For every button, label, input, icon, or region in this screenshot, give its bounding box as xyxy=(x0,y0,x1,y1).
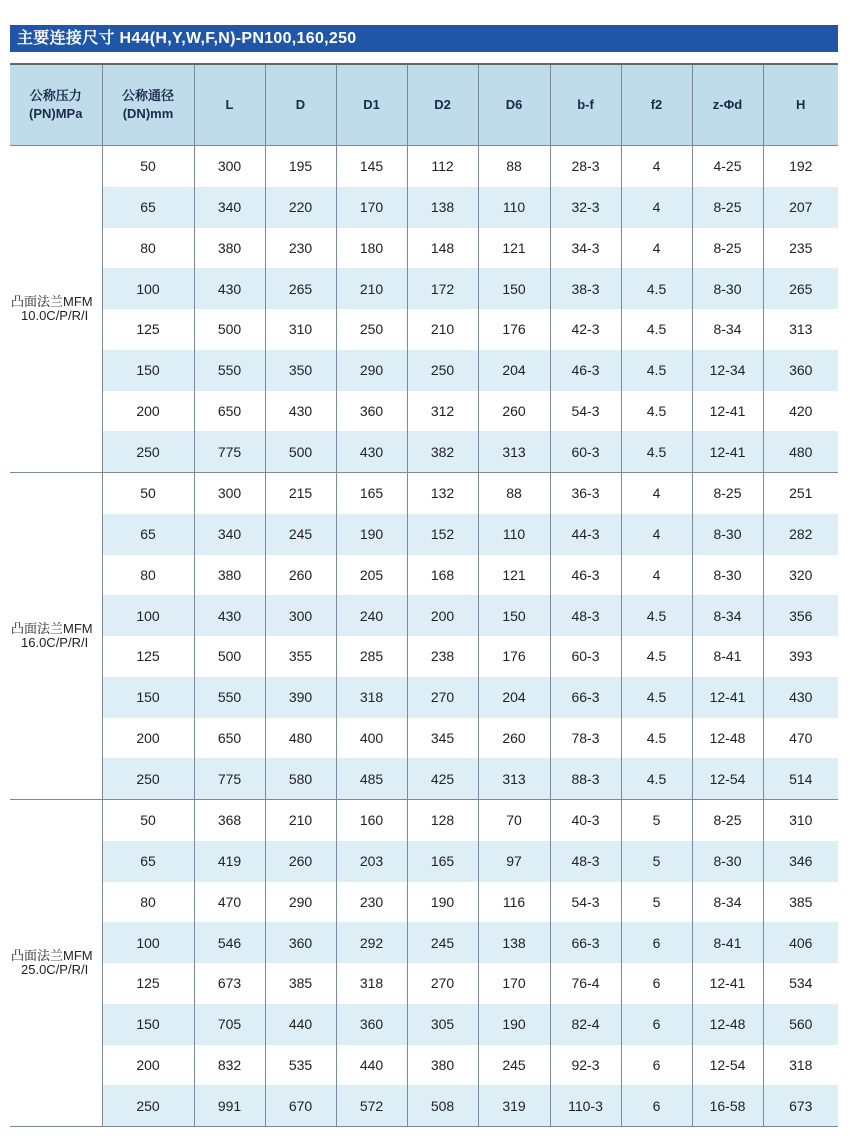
table-cell: 8-30 xyxy=(692,555,763,596)
table-cell: 380 xyxy=(194,555,265,596)
table-row xyxy=(10,350,838,391)
table-cell: 88 xyxy=(478,473,550,514)
table-cell: 70 xyxy=(478,800,550,841)
table-cell: 40-3 xyxy=(550,800,621,841)
table-row xyxy=(10,922,838,963)
table-cell: 406 xyxy=(763,922,838,963)
table-cell: 16-58 xyxy=(692,1085,763,1126)
table-cell: 138 xyxy=(407,187,478,228)
table-cell: 4.5 xyxy=(621,309,692,350)
table-cell: 310 xyxy=(265,309,336,350)
table-cell: 12-48 xyxy=(692,718,763,759)
table-cell: 318 xyxy=(763,1045,838,1086)
table-cell: 300 xyxy=(194,473,265,514)
table-cell: 260 xyxy=(265,555,336,596)
table-cell: 535 xyxy=(265,1045,336,1086)
table-cell: 8-30 xyxy=(692,841,763,882)
table-cell: 12-48 xyxy=(692,1004,763,1045)
table-cell: 8-34 xyxy=(692,309,763,350)
table-cell: 500 xyxy=(194,636,265,677)
table-cell: 215 xyxy=(265,473,336,514)
table-cell: 8-25 xyxy=(692,800,763,841)
table-row xyxy=(10,595,838,636)
table-cell: 480 xyxy=(265,718,336,759)
table-cell: 385 xyxy=(265,963,336,1004)
table-cell: 4.5 xyxy=(621,677,692,718)
table-cell: 430 xyxy=(336,431,407,472)
table-cell: 240 xyxy=(336,595,407,636)
table-cell: 6 xyxy=(621,922,692,963)
table-cell: 38-3 xyxy=(550,268,621,309)
table-cell: 282 xyxy=(763,514,838,555)
table-cell: 318 xyxy=(336,963,407,1004)
table-cell: 150 xyxy=(478,268,550,309)
table-cell: 485 xyxy=(336,758,407,799)
table-cell: 168 xyxy=(407,555,478,596)
header-cell: D2 xyxy=(407,64,478,146)
table-cell: 534 xyxy=(763,963,838,1004)
table-cell: 46-3 xyxy=(550,555,621,596)
table-cell: 80 xyxy=(102,228,194,269)
table-row xyxy=(10,431,838,472)
table-cell: 12-54 xyxy=(692,758,763,799)
table-cell: 292 xyxy=(336,922,407,963)
table-cell: 150 xyxy=(478,595,550,636)
table-cell: 121 xyxy=(478,228,550,269)
table-cell: 110 xyxy=(478,187,550,228)
table-cell: 4.5 xyxy=(621,758,692,799)
table-body xyxy=(10,146,838,1127)
table-row xyxy=(10,514,838,555)
table-cell: 480 xyxy=(763,431,838,472)
group-label-line: 凸面法兰MFM xyxy=(11,948,93,963)
table-cell: 190 xyxy=(336,514,407,555)
table-cell: 5 xyxy=(621,841,692,882)
table-cell: 580 xyxy=(265,758,336,799)
table-cell: 500 xyxy=(194,309,265,350)
table-cell: 290 xyxy=(265,882,336,923)
table-cell: 250 xyxy=(336,309,407,350)
table-cell: 470 xyxy=(763,718,838,759)
table-cell: 54-3 xyxy=(550,391,621,432)
table-row xyxy=(10,268,838,309)
table-cell: 128 xyxy=(407,800,478,841)
table-cell: 305 xyxy=(407,1004,478,1045)
pressure-group-label xyxy=(10,146,102,473)
table-cell: 340 xyxy=(194,187,265,228)
table-cell: 313 xyxy=(478,758,550,799)
table-cell: 265 xyxy=(265,268,336,309)
table-row xyxy=(10,391,838,432)
table-cell: 34-3 xyxy=(550,228,621,269)
table-cell: 420 xyxy=(763,391,838,432)
table-cell: 8-25 xyxy=(692,187,763,228)
table-cell: 670 xyxy=(265,1085,336,1126)
table-cell: 705 xyxy=(194,1004,265,1045)
table-cell: 46-3 xyxy=(550,350,621,391)
table-cell: 251 xyxy=(763,473,838,514)
table-cell: 4 xyxy=(621,514,692,555)
table-cell: 260 xyxy=(478,718,550,759)
header-line: 公称压力 xyxy=(29,88,82,103)
pressure-group-label xyxy=(10,473,102,800)
table-cell: 360 xyxy=(336,391,407,432)
header-row xyxy=(10,64,838,146)
table-cell: 8-25 xyxy=(692,228,763,269)
table-row xyxy=(10,800,838,841)
table-cell: 514 xyxy=(763,758,838,799)
group-label-line: 25.0C/P/R/I xyxy=(21,962,89,977)
table-cell: 6 xyxy=(621,963,692,1004)
table-cell: 110 xyxy=(478,514,550,555)
header-line: (DN)mm xyxy=(122,106,174,121)
table-cell: 60-3 xyxy=(550,636,621,677)
table-cell: 4 xyxy=(621,146,692,187)
table-cell: 250 xyxy=(102,431,194,472)
table-row xyxy=(10,1004,838,1045)
table-cell: 673 xyxy=(763,1085,838,1126)
table-cell: 210 xyxy=(265,800,336,841)
table-cell: 210 xyxy=(336,268,407,309)
table-cell: 425 xyxy=(407,758,478,799)
table-cell: 210 xyxy=(407,309,478,350)
table-row xyxy=(10,963,838,1004)
table-cell: 430 xyxy=(265,391,336,432)
table-cell: 160 xyxy=(336,800,407,841)
table-cell: 350 xyxy=(265,350,336,391)
table-cell: 300 xyxy=(194,146,265,187)
table-cell: 8-41 xyxy=(692,636,763,677)
table-cell: 36-3 xyxy=(550,473,621,514)
table-cell: 200 xyxy=(102,391,194,432)
table-cell: 32-3 xyxy=(550,187,621,228)
table-cell: 8-25 xyxy=(692,473,763,514)
table-cell: 200 xyxy=(407,595,478,636)
table-cell: 4.5 xyxy=(621,350,692,391)
table-cell: 138 xyxy=(478,922,550,963)
table-cell: 80 xyxy=(102,882,194,923)
table-cell: 220 xyxy=(265,187,336,228)
table-cell: 132 xyxy=(407,473,478,514)
table-row xyxy=(10,555,838,596)
table-cell: 250 xyxy=(407,350,478,391)
table-cell: 92-3 xyxy=(550,1045,621,1086)
table-cell: 775 xyxy=(194,758,265,799)
table-row xyxy=(10,1045,838,1086)
table-cell: 28-3 xyxy=(550,146,621,187)
table-cell: 80 xyxy=(102,555,194,596)
table-cell: 12-41 xyxy=(692,391,763,432)
table-cell: 176 xyxy=(478,309,550,350)
table-row xyxy=(10,841,838,882)
header-cell: f2 xyxy=(621,64,692,146)
table-cell: 572 xyxy=(336,1085,407,1126)
table-cell: 313 xyxy=(763,309,838,350)
table-cell: 560 xyxy=(763,1004,838,1045)
table-cell: 4 xyxy=(621,228,692,269)
header-cell: D1 xyxy=(336,64,407,146)
table-cell: 145 xyxy=(336,146,407,187)
table-cell: 5 xyxy=(621,800,692,841)
table-cell: 650 xyxy=(194,391,265,432)
table-cell: 150 xyxy=(102,677,194,718)
table-cell: 775 xyxy=(194,431,265,472)
table-cell: 300 xyxy=(265,595,336,636)
table-cell: 12-34 xyxy=(692,350,763,391)
table-cell: 650 xyxy=(194,718,265,759)
table-cell: 235 xyxy=(763,228,838,269)
table-cell: 165 xyxy=(336,473,407,514)
table-cell: 430 xyxy=(763,677,838,718)
table-cell: 78-3 xyxy=(550,718,621,759)
table-cell: 546 xyxy=(194,922,265,963)
table-cell: 60-3 xyxy=(550,431,621,472)
table-cell: 8-34 xyxy=(692,882,763,923)
table-cell: 265 xyxy=(763,268,838,309)
table-cell: 44-3 xyxy=(550,514,621,555)
table-cell: 238 xyxy=(407,636,478,677)
table-cell: 170 xyxy=(336,187,407,228)
table-cell: 550 xyxy=(194,677,265,718)
table-cell: 340 xyxy=(194,514,265,555)
table-cell: 355 xyxy=(265,636,336,677)
table-cell: 245 xyxy=(265,514,336,555)
table-cell: 360 xyxy=(336,1004,407,1045)
table-cell: 203 xyxy=(336,841,407,882)
table-cell: 440 xyxy=(265,1004,336,1045)
table-cell: 345 xyxy=(407,718,478,759)
table-cell: 4 xyxy=(621,187,692,228)
dimension-table xyxy=(10,63,838,1127)
table-cell: 42-3 xyxy=(550,309,621,350)
table-cell: 245 xyxy=(478,1045,550,1086)
table-cell: 54-3 xyxy=(550,882,621,923)
header-line: 公称通径 xyxy=(121,88,174,103)
table-cell: 290 xyxy=(336,350,407,391)
table-cell: 88-3 xyxy=(550,758,621,799)
table-cell: 508 xyxy=(407,1085,478,1126)
table-cell: 382 xyxy=(407,431,478,472)
table-cell: 100 xyxy=(102,595,194,636)
table-cell: 310 xyxy=(763,800,838,841)
table-cell: 4.5 xyxy=(621,268,692,309)
group-label-line: 凸面法兰MFM xyxy=(11,294,93,309)
table-cell: 200 xyxy=(102,718,194,759)
table-cell: 230 xyxy=(336,882,407,923)
header-line: (PN)MPa xyxy=(29,106,83,121)
table-row xyxy=(10,309,838,350)
table-cell: 260 xyxy=(265,841,336,882)
table-cell: 4.5 xyxy=(621,718,692,759)
table-cell: 368 xyxy=(194,800,265,841)
table-cell: 991 xyxy=(194,1085,265,1126)
table-cell: 170 xyxy=(478,963,550,1004)
table-cell: 190 xyxy=(478,1004,550,1045)
table-cell: 180 xyxy=(336,228,407,269)
table-cell: 8-30 xyxy=(692,268,763,309)
table-cell: 148 xyxy=(407,228,478,269)
table-cell: 150 xyxy=(102,1004,194,1045)
table-cell: 550 xyxy=(194,350,265,391)
table-cell: 470 xyxy=(194,882,265,923)
table-cell: 419 xyxy=(194,841,265,882)
table-cell: 12-41 xyxy=(692,431,763,472)
table-cell: 121 xyxy=(478,555,550,596)
table-cell: 8-30 xyxy=(692,514,763,555)
table-cell: 100 xyxy=(102,922,194,963)
table-cell: 152 xyxy=(407,514,478,555)
table-cell: 82-4 xyxy=(550,1004,621,1045)
header-cell: z-Φd xyxy=(692,64,763,146)
table-cell: 230 xyxy=(265,228,336,269)
table-cell: 313 xyxy=(478,431,550,472)
table-cell: 125 xyxy=(102,636,194,677)
table-cell: 4.5 xyxy=(621,431,692,472)
table-cell: 205 xyxy=(336,555,407,596)
table-cell: 250 xyxy=(102,758,194,799)
table-cell: 192 xyxy=(763,146,838,187)
table-cell: 400 xyxy=(336,718,407,759)
header-cell: D xyxy=(265,64,336,146)
table-title: 主要连接尺寸 H44(H,Y,W,F,N)-PN100,160,250 xyxy=(10,25,838,52)
table-row xyxy=(10,1085,838,1126)
table-cell: 65 xyxy=(102,187,194,228)
table-cell: 4 xyxy=(621,473,692,514)
table-cell: 125 xyxy=(102,309,194,350)
table-cell: 318 xyxy=(336,677,407,718)
table-cell: 380 xyxy=(407,1045,478,1086)
table-cell: 66-3 xyxy=(550,922,621,963)
table-cell: 65 xyxy=(102,841,194,882)
table-cell: 380 xyxy=(194,228,265,269)
table-cell: 285 xyxy=(336,636,407,677)
header-cell: D6 xyxy=(478,64,550,146)
table-cell: 4 xyxy=(621,555,692,596)
table-cell: 125 xyxy=(102,963,194,1004)
table-row xyxy=(10,636,838,677)
table-cell: 346 xyxy=(763,841,838,882)
table-cell: 150 xyxy=(102,350,194,391)
table-cell: 12-54 xyxy=(692,1045,763,1086)
table-cell: 4.5 xyxy=(621,636,692,677)
header-cell: L xyxy=(194,64,265,146)
table-cell: 97 xyxy=(478,841,550,882)
table-cell: 356 xyxy=(763,595,838,636)
table-cell: 12-41 xyxy=(692,677,763,718)
table-cell: 832 xyxy=(194,1045,265,1086)
pressure-group-label xyxy=(10,800,102,1127)
table-row xyxy=(10,758,838,799)
table-cell: 48-3 xyxy=(550,595,621,636)
table-cell: 204 xyxy=(478,350,550,391)
table-cell: 100 xyxy=(102,268,194,309)
table-cell: 360 xyxy=(763,350,838,391)
table-cell: 312 xyxy=(407,391,478,432)
table-cell: 4.5 xyxy=(621,391,692,432)
table-cell: 66-3 xyxy=(550,677,621,718)
table-row xyxy=(10,677,838,718)
table-row xyxy=(10,146,838,187)
table-cell: 6 xyxy=(621,1004,692,1045)
table-cell: 190 xyxy=(407,882,478,923)
header-cell xyxy=(102,64,194,146)
table-cell: 4-25 xyxy=(692,146,763,187)
table-cell: 500 xyxy=(265,431,336,472)
table-cell: 50 xyxy=(102,800,194,841)
table-cell: 430 xyxy=(194,268,265,309)
table-cell: 200 xyxy=(102,1045,194,1086)
table-cell: 440 xyxy=(336,1045,407,1086)
table-row xyxy=(10,187,838,228)
table-cell: 65 xyxy=(102,514,194,555)
table-cell: 165 xyxy=(407,841,478,882)
table-row xyxy=(10,473,838,514)
table-cell: 320 xyxy=(763,555,838,596)
table-cell: 8-41 xyxy=(692,922,763,963)
group-label-line: 凸面法兰MFM xyxy=(11,621,93,636)
table-cell: 76-4 xyxy=(550,963,621,1004)
header-cell: H xyxy=(763,64,838,146)
table-cell: 673 xyxy=(194,963,265,1004)
table-cell: 110-3 xyxy=(550,1085,621,1126)
table-cell: 112 xyxy=(407,146,478,187)
table-cell: 88 xyxy=(478,146,550,187)
table-cell: 48-3 xyxy=(550,841,621,882)
table-cell: 319 xyxy=(478,1085,550,1126)
table-cell: 390 xyxy=(265,677,336,718)
table-cell: 430 xyxy=(194,595,265,636)
table-cell: 195 xyxy=(265,146,336,187)
table-cell: 50 xyxy=(102,146,194,187)
table-cell: 250 xyxy=(102,1085,194,1126)
table-cell: 270 xyxy=(407,677,478,718)
header-cell: b-f xyxy=(550,64,621,146)
table-cell: 12-41 xyxy=(692,963,763,1004)
table-cell: 5 xyxy=(621,882,692,923)
table-cell: 245 xyxy=(407,922,478,963)
table-cell: 116 xyxy=(478,882,550,923)
table-row xyxy=(10,718,838,759)
table-cell: 385 xyxy=(763,882,838,923)
table-cell: 6 xyxy=(621,1085,692,1126)
table-cell: 172 xyxy=(407,268,478,309)
table-cell: 4.5 xyxy=(621,595,692,636)
group-label-line: 10.0C/P/R/I xyxy=(21,308,89,323)
table-cell: 207 xyxy=(763,187,838,228)
table-cell: 204 xyxy=(478,677,550,718)
table-cell: 360 xyxy=(265,922,336,963)
table-cell: 6 xyxy=(621,1045,692,1086)
table-row xyxy=(10,228,838,269)
table-cell: 270 xyxy=(407,963,478,1004)
table-cell: 176 xyxy=(478,636,550,677)
table-row xyxy=(10,882,838,923)
header-cell xyxy=(10,64,102,146)
table-cell: 260 xyxy=(478,391,550,432)
table-cell: 8-34 xyxy=(692,595,763,636)
group-label-line: 16.0C/P/R/I xyxy=(21,635,89,650)
table-cell: 50 xyxy=(102,473,194,514)
table-cell: 393 xyxy=(763,636,838,677)
